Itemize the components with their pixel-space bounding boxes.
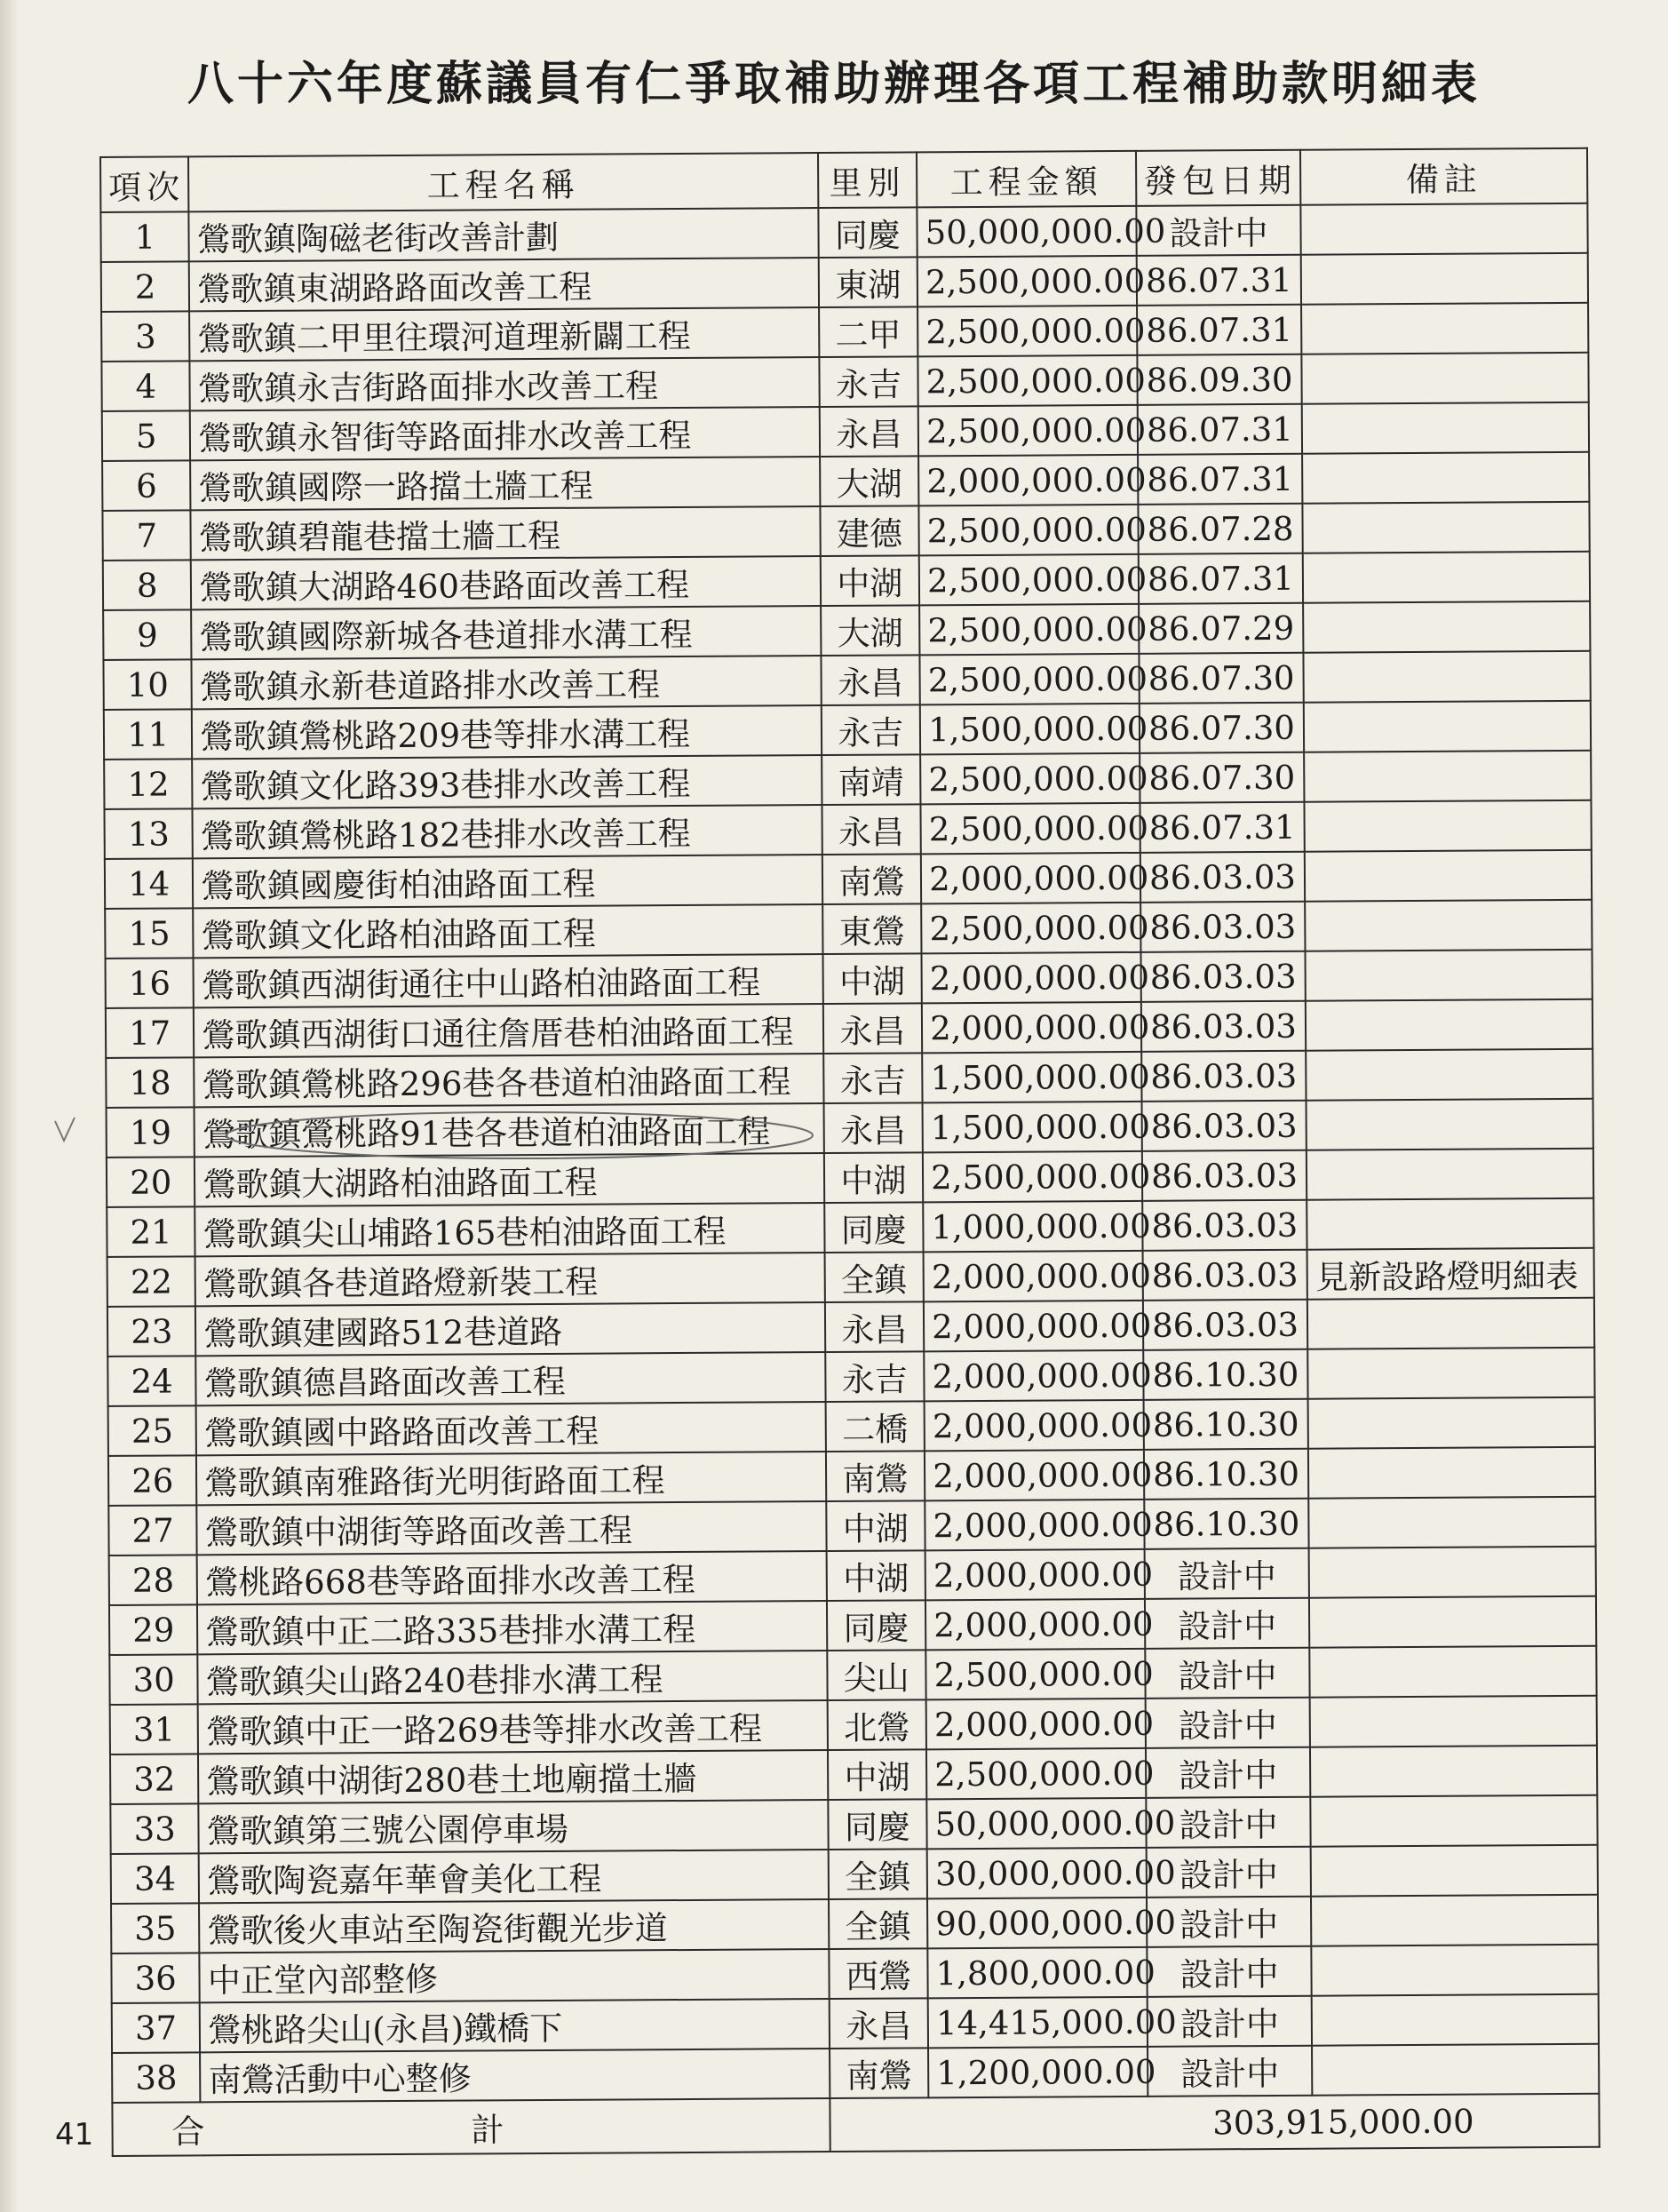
table-row	[112, 1994, 1599, 2053]
cell-date: 86.10.30	[1144, 1449, 1309, 1500]
cell-project-name: 鶯歌後火車站至陶瓷街觀光步道	[199, 1899, 828, 1953]
cell-project-name: 鶯歌鎮國慶街柏油路面工程	[193, 855, 822, 908]
cell-note	[1312, 2044, 1599, 2096]
cell-project-name: 鶯歌鎮永新巷道路排水改善工程	[192, 656, 821, 709]
cell-li: 同慶	[827, 1600, 926, 1651]
cell-li: 南鶯	[830, 2048, 929, 2098]
cell-note: 見新設路燈明細表	[1307, 1248, 1594, 1300]
cell-amount: 2,500,000.00	[921, 803, 1140, 855]
cell-li: 永吉	[823, 1053, 923, 1103]
cell-li: 二甲	[819, 306, 918, 357]
cell-project-name: 鶯歌鎮南雅路街光明街路面工程	[196, 1452, 825, 1505]
cell-li: 西鶯	[829, 1948, 928, 1999]
cell-note	[1306, 999, 1593, 1051]
cell-note	[1309, 1596, 1596, 1648]
cell-no: 33	[110, 1803, 199, 1854]
cell-amount: 2,500,000.00	[917, 306, 1137, 357]
table-row	[110, 1795, 1597, 1854]
cell-project-name: 鶯歌鎮鶯桃路296巷各巷道柏油路面工程	[195, 1054, 823, 1107]
cell-no: 36	[111, 1953, 200, 2003]
header-no: 項次	[100, 156, 189, 212]
table-row	[111, 1945, 1598, 2003]
cell-li: 尖山	[827, 1650, 926, 1700]
table-row	[102, 502, 1589, 561]
cell-amount: 2,500,000.00	[925, 1649, 1145, 1700]
cell-project-name: 中正堂內部整修	[200, 1949, 829, 2002]
cell-date: 86.03.03	[1140, 951, 1306, 1002]
table-row	[102, 402, 1589, 461]
table-row	[101, 303, 1588, 362]
cell-no: 8	[103, 560, 192, 610]
cell-amount: 2,500,000.00	[918, 355, 1138, 407]
cell-li: 中湖	[823, 1152, 923, 1203]
cell-li: 中湖	[826, 1500, 925, 1551]
cell-project-name: 鶯歌鎮西湖街口通往詹厝巷柏油路面工程	[194, 1004, 822, 1057]
cell-no: 10	[103, 659, 192, 710]
cell-no: 32	[110, 1754, 199, 1804]
cell-note	[1301, 303, 1588, 354]
cell-no: 17	[106, 1007, 195, 1058]
cell-li: 永昌	[824, 1301, 924, 1352]
cell-date: 86.07.31	[1137, 404, 1302, 455]
total-row	[112, 2094, 1599, 2156]
cell-date: 86.03.03	[1140, 902, 1306, 952]
table-row	[109, 1596, 1596, 1655]
cell-project-name: 鶯歌鎮永吉街路面排水改善工程	[190, 357, 819, 410]
cell-date: 86.03.03	[1143, 1300, 1308, 1350]
cell-date: 86.07.30	[1139, 653, 1304, 704]
cell-no: 29	[109, 1604, 198, 1655]
cell-project-name: 鶯歌鎮西湖街通往中山路柏油路面工程	[194, 954, 822, 1007]
page-edge-shadow	[0, 0, 20, 2212]
cell-date: 86.07.31	[1136, 255, 1301, 306]
cell-date: 86.07.30	[1139, 703, 1304, 753]
table-row	[100, 203, 1587, 262]
cell-amount: 2,000,000.00	[922, 952, 1141, 1004]
cell-li: 全鎮	[829, 1898, 928, 1949]
cell-project-name: 鶯歌鎮國際新城各巷道排水溝工程	[192, 606, 821, 659]
table-row	[107, 1248, 1594, 1307]
cell-project-name: 鶯歌鎮東湖路路面改善工程	[189, 258, 818, 311]
cell-project-name: 鶯歌鎮碧龍巷擋土牆工程	[191, 506, 820, 560]
cell-note	[1307, 1198, 1594, 1250]
cell-amount: 2,000,000.00	[924, 1251, 1143, 1302]
table-row	[101, 353, 1588, 411]
cell-li: 東鶯	[822, 903, 922, 954]
cell-note	[1306, 950, 1593, 1001]
cell-no: 23	[107, 1306, 196, 1357]
cell-note	[1311, 1845, 1598, 1897]
cell-li: 中湖	[826, 1550, 925, 1601]
table-row	[104, 751, 1591, 809]
header-name: 工程名稱	[188, 153, 818, 211]
cell-li: 全鎮	[824, 1252, 924, 1302]
cell-no: 37	[112, 2002, 201, 2053]
table-row	[107, 1198, 1593, 1257]
cell-no: 2	[101, 261, 190, 312]
cell-date: 86.10.30	[1143, 1399, 1308, 1450]
cell-project-name: 鶯桃路668巷等路面排水改善工程	[197, 1551, 826, 1604]
cell-no: 1	[100, 211, 189, 262]
cell-li: 大湖	[820, 456, 919, 506]
cell-amount: 1,000,000.00	[923, 1201, 1142, 1253]
cell-note	[1304, 701, 1591, 752]
cell-amount: 2,000,000.00	[918, 455, 1138, 506]
cell-project-name: 鶯歌鎮國際一路擋土牆工程	[191, 457, 820, 510]
cell-li: 永昌	[821, 655, 920, 705]
cell-no: 9	[103, 609, 192, 660]
table-row	[101, 253, 1588, 312]
table-row	[103, 552, 1590, 610]
cell-li: 全鎮	[828, 1849, 927, 1899]
cell-li: 永昌	[829, 1998, 928, 2049]
cell-no: 24	[107, 1356, 196, 1406]
table-row	[109, 1547, 1596, 1605]
table-row	[104, 800, 1591, 859]
cell-no: 13	[104, 808, 193, 859]
cell-li: 永吉	[821, 704, 920, 755]
cell-amount: 2,000,000.00	[925, 1400, 1144, 1452]
cell-li: 建德	[820, 505, 919, 556]
table-row	[107, 1298, 1594, 1357]
cell-date: 86.03.03	[1142, 1250, 1307, 1301]
cell-note	[1307, 1049, 1593, 1101]
cell-note	[1305, 800, 1592, 852]
cell-no: 15	[105, 908, 194, 959]
header-amount: 工程金額	[917, 151, 1136, 208]
table-row	[103, 601, 1590, 660]
cell-note	[1312, 1945, 1599, 1996]
cell-li: 永昌	[822, 804, 921, 855]
cell-li: 中湖	[828, 1749, 927, 1800]
cell-amount: 2,000,000.00	[924, 1350, 1143, 1402]
cell-amount: 2,000,000.00	[925, 1549, 1145, 1601]
cell-amount: 2,500,000.00	[926, 1748, 1146, 1800]
cell-note	[1309, 1547, 1596, 1598]
cell-note	[1304, 751, 1591, 802]
table-row	[108, 1447, 1595, 1506]
table-row	[109, 1646, 1596, 1705]
cell-amount: 2,000,000.00	[925, 1599, 1145, 1651]
cell-amount: 1,800,000.00	[927, 1947, 1147, 1999]
cell-no: 14	[105, 858, 194, 909]
cell-no: 6	[102, 460, 191, 511]
cell-amount: 2,500,000.00	[919, 505, 1139, 556]
cell-amount: 1,500,000.00	[920, 704, 1140, 755]
table-row	[112, 2044, 1599, 2103]
cell-project-name: 鶯歌鎮大湖路柏油路面工程	[195, 1153, 823, 1206]
cell-no: 5	[102, 410, 191, 461]
cell-date: 設計中	[1148, 2046, 1313, 2097]
cell-amount: 2,500,000.00	[919, 604, 1139, 656]
cell-note	[1303, 552, 1590, 603]
cell-note	[1301, 253, 1588, 305]
cell-date: 86.03.03	[1141, 1101, 1307, 1151]
cell-no: 19	[107, 1107, 195, 1158]
cell-li: 二橋	[825, 1401, 925, 1452]
cell-amount: 14,415,000.00	[928, 1997, 1148, 2049]
cell-no: 21	[107, 1206, 195, 1257]
cell-amount: 2,500,000.00	[920, 654, 1140, 705]
cell-amount: 1,500,000.00	[923, 1102, 1142, 1153]
cell-amount: 2,000,000.00	[922, 1002, 1141, 1054]
table-row	[104, 701, 1591, 760]
cell-note	[1303, 601, 1590, 653]
table-header-row	[100, 148, 1587, 212]
cell-project-name: 鶯歌鎮大湖路460巷路面改善工程	[191, 556, 820, 609]
cell-no: 28	[109, 1555, 198, 1605]
table-row	[110, 1746, 1597, 1804]
cell-project-name: 鶯歌鎮中湖街280巷土地廟擋土牆	[198, 1750, 827, 1803]
cell-li: 永昌	[823, 1102, 923, 1153]
cell-project-name: 鶯歌鎮陶磁老街改善計劃	[189, 208, 818, 261]
cell-note	[1305, 900, 1592, 951]
cell-amount: 2,500,000.00	[923, 1151, 1142, 1203]
cell-date: 86.10.30	[1144, 1499, 1309, 1549]
table-row	[110, 1696, 1597, 1754]
cell-amount: 1,500,000.00	[922, 1052, 1141, 1103]
cell-note	[1301, 203, 1588, 255]
page-number: 41	[55, 2117, 94, 2152]
cell-date: 86.03.03	[1141, 1001, 1307, 1052]
cell-no: 7	[102, 510, 191, 561]
table-row	[111, 1845, 1598, 1904]
cell-note	[1307, 1149, 1593, 1200]
cell-note	[1311, 1795, 1598, 1847]
cell-date: 設計中	[1147, 1996, 1312, 2047]
cell-no: 31	[110, 1704, 199, 1754]
table-row	[108, 1397, 1595, 1456]
cell-amount: 50,000,000.00	[926, 1798, 1146, 1850]
cell-li: 中湖	[820, 555, 919, 606]
cell-project-name: 鶯歌鎮建國路512巷道路	[195, 1302, 824, 1356]
cell-project-name: 鶯歌鎮第三號公園停車場	[199, 1800, 828, 1853]
cell-li: 同慶	[818, 207, 917, 258]
cell-date: 86.10.30	[1143, 1349, 1308, 1400]
cell-project-name: 鶯歌鎮德昌路面改善工程	[196, 1352, 825, 1405]
document-title: 八十六年度蘇議員有仁爭取補助辦理各項工程補助款明細表	[187, 57, 1481, 111]
cell-date: 86.07.31	[1137, 305, 1302, 355]
cell-date: 86.07.29	[1139, 603, 1304, 654]
cell-note	[1303, 502, 1590, 553]
cell-note	[1310, 1696, 1597, 1747]
cell-amount: 90,000,000.00	[927, 1898, 1147, 1949]
cell-no: 25	[108, 1405, 197, 1456]
cell-no: 3	[101, 311, 190, 362]
cell-amount: 50,000,000.00	[917, 206, 1137, 258]
cell-note	[1309, 1497, 1596, 1548]
cell-no: 22	[107, 1256, 196, 1307]
cell-no: 27	[108, 1505, 197, 1556]
cell-project-name: 鶯歌鎮鶯桃路91巷各巷道柏油路面工程	[195, 1103, 823, 1157]
cell-no: 4	[101, 361, 190, 411]
cell-amount: 2,000,000.00	[921, 853, 1140, 904]
cell-date: 86.07.31	[1140, 802, 1305, 853]
cell-amount: 2,000,000.00	[926, 1699, 1146, 1750]
cell-project-name: 鶯桃路尖山(永昌)鐵橋下	[200, 1999, 829, 2052]
cell-amount: 1,200,000.00	[928, 2047, 1148, 2098]
cell-project-name: 鶯歌鎮永智街等路面排水改善工程	[190, 407, 819, 460]
cell-li: 同慶	[828, 1799, 927, 1850]
cell-amount: 2,500,000.00	[919, 554, 1139, 606]
total-label: 合計	[112, 2098, 830, 2156]
table-row	[107, 1348, 1594, 1406]
cell-date: 設計中	[1136, 205, 1301, 256]
cell-no: 11	[104, 709, 193, 760]
cell-note	[1302, 402, 1589, 454]
cell-amount: 2,000,000.00	[924, 1301, 1143, 1352]
table-row	[108, 1497, 1595, 1556]
cell-date: 86.03.03	[1141, 1051, 1307, 1102]
cell-amount: 2,500,000.00	[917, 256, 1137, 307]
cell-project-name: 鶯歌鎮中正一路269巷等排水改善工程	[198, 1700, 827, 1754]
cell-project-name: 鶯歌鎮文化路柏油路面工程	[194, 904, 822, 958]
table-row	[105, 850, 1592, 909]
cell-li: 永昌	[819, 406, 918, 457]
cell-project-name: 鶯歌鎮鶯桃路182巷排水改善工程	[193, 805, 822, 858]
cell-note	[1310, 1746, 1597, 1797]
cell-amount: 2,500,000.00	[920, 753, 1140, 805]
cell-li: 同慶	[824, 1202, 924, 1253]
cell-project-name: 鶯歌鎮二甲里往環河道理新闢工程	[189, 307, 818, 361]
cell-note	[1304, 651, 1591, 703]
header-date: 發包日期	[1136, 150, 1301, 206]
cell-note	[1307, 1099, 1593, 1150]
cell-project-name: 鶯歌鎮文化路393巷排水改善工程	[193, 755, 822, 808]
cell-li: 東湖	[818, 257, 917, 307]
cell-date: 86.03.03	[1142, 1200, 1307, 1251]
cell-no: 30	[109, 1654, 198, 1705]
cell-date: 設計中	[1145, 1648, 1310, 1699]
table-row	[102, 452, 1589, 511]
cell-project-name: 鶯歌鎮國中路路面改善工程	[196, 1402, 825, 1455]
cell-amount: 30,000,000.00	[927, 1848, 1147, 1899]
cell-li: 中湖	[822, 953, 922, 1004]
cell-date: 設計中	[1145, 1598, 1310, 1649]
cell-note	[1312, 1994, 1599, 2046]
table-row	[105, 900, 1592, 959]
cell-date: 設計中	[1147, 1946, 1312, 1997]
total-amount: 303,915,000.00	[830, 2094, 1600, 2152]
header-note: 備註	[1300, 148, 1587, 205]
table-row	[103, 651, 1590, 710]
cell-no: 16	[106, 958, 195, 1008]
cell-project-name: 南鶯活動中心整修	[200, 2049, 829, 2102]
cell-no: 38	[112, 2052, 201, 2103]
cell-date: 86.07.31	[1138, 454, 1303, 505]
cell-date: 設計中	[1146, 1747, 1311, 1798]
cell-amount: 2,000,000.00	[925, 1450, 1144, 1501]
cell-li: 南鶯	[825, 1451, 925, 1501]
cell-project-name: 鶯歌鎮中正二路335巷排水溝工程	[197, 1601, 826, 1654]
cell-note	[1308, 1348, 1595, 1399]
cell-date: 設計中	[1145, 1698, 1310, 1748]
cell-no: 35	[111, 1903, 200, 1953]
cell-project-name: 鶯歌鎮各巷道路燈新裝工程	[195, 1253, 824, 1306]
cell-note	[1311, 1895, 1598, 1946]
cell-no: 12	[104, 759, 193, 809]
cell-date: 設計中	[1144, 1548, 1309, 1599]
cell-date: 86.03.03	[1142, 1150, 1307, 1201]
cell-date: 設計中	[1147, 1897, 1312, 1947]
cell-amount: 2,000,000.00	[925, 1500, 1144, 1551]
cell-note	[1310, 1646, 1597, 1698]
cell-note	[1307, 1298, 1594, 1349]
cell-date: 86.03.03	[1140, 852, 1305, 903]
cell-amount: 2,500,000.00	[921, 903, 1140, 954]
table-row	[106, 999, 1593, 1058]
table-row	[106, 950, 1593, 1008]
pen-annotation-mark	[53, 1098, 826, 1173]
cell-no: 18	[106, 1057, 195, 1108]
cell-date: 86.07.31	[1138, 553, 1303, 604]
cell-li: 南靖	[822, 754, 921, 805]
cell-li: 南鶯	[822, 854, 921, 904]
cell-date: 設計中	[1146, 1797, 1311, 1848]
cell-no: 34	[111, 1853, 200, 1904]
header-li: 里別	[818, 152, 917, 208]
cell-no: 26	[108, 1455, 197, 1506]
table-row	[111, 1895, 1598, 1953]
cell-li: 永吉	[825, 1351, 925, 1402]
cell-note	[1308, 1447, 1595, 1499]
cell-date: 設計中	[1146, 1847, 1311, 1898]
cell-project-name: 鶯歌鎮鶯桃路209巷等排水溝工程	[192, 705, 821, 759]
cell-li: 永吉	[819, 356, 918, 407]
cell-note	[1302, 353, 1589, 404]
cell-date: 86.07.28	[1138, 504, 1303, 554]
cell-project-name: 鶯歌鎮尖山埔路165巷柏油路面工程	[195, 1203, 824, 1256]
cell-project-name: 鶯歌陶瓷嘉年華會美化工程	[199, 1850, 828, 1903]
cell-no: 20	[107, 1157, 195, 1207]
cell-li: 大湖	[821, 605, 920, 656]
cell-date: 86.09.30	[1137, 354, 1302, 405]
cell-li: 北鶯	[827, 1699, 926, 1750]
cell-project-name: 鶯歌鎮中湖街等路面改善工程	[197, 1501, 826, 1555]
cell-project-name: 鶯歌鎮尖山路240巷排水溝工程	[198, 1651, 827, 1704]
cell-amount: 2,500,000.00	[918, 405, 1138, 457]
cell-date: 86.07.30	[1140, 752, 1305, 803]
cell-note	[1305, 850, 1592, 902]
cell-note	[1302, 452, 1589, 504]
cell-li: 永昌	[822, 1003, 922, 1054]
cell-note	[1308, 1397, 1595, 1449]
